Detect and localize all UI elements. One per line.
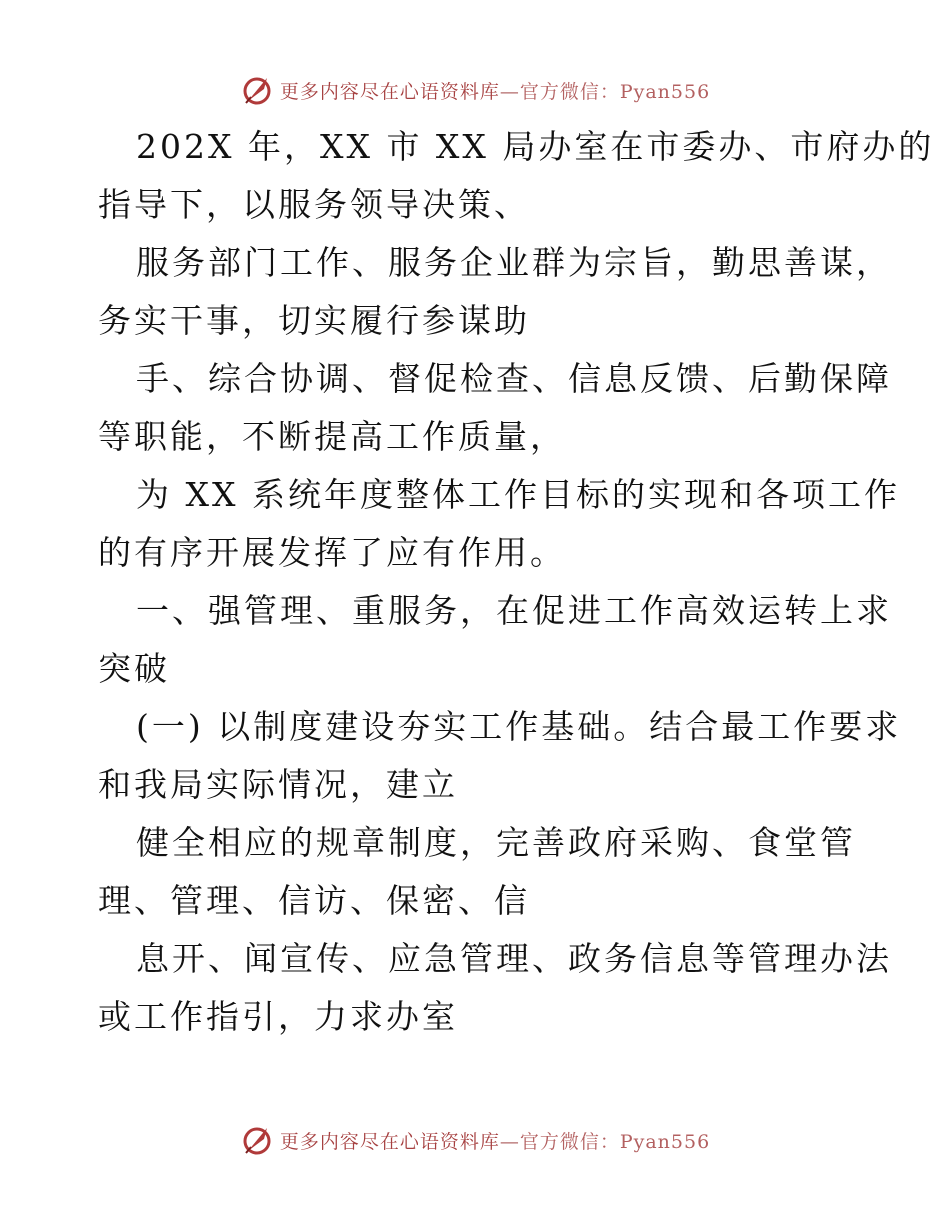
header-banner-text (280, 77, 710, 104)
header-banner (0, 70, 950, 110)
header-banner-separator: — (499, 80, 520, 103)
paragraph-line: 202X 年，XX 市 XX 局办室在市委办、市府办的 (136, 127, 935, 166)
footer-banner-main: 更多内容尽在心语资料库 (279, 1130, 500, 1153)
paragraph-line: 手、综合协调、督促检查、信息反馈、后勤保障 (136, 359, 892, 398)
quill-pen-logo-icon (240, 1123, 274, 1157)
footer-banner-text (280, 1127, 710, 1154)
section-heading-line: 一、强管理、重服务，在促进工作高效运转上求 (136, 591, 892, 630)
paragraph-line: 或工作指引，力求办室 (98, 997, 458, 1036)
document-body (98, 118, 935, 1046)
paragraph-line: 服务部门工作、服务企业群为宗旨，勤思善谋， (136, 243, 892, 282)
paragraph-line: 的有序开展发挥了应有作用。 (98, 533, 566, 572)
header-banner-main: 更多内容尽在心语资料库 (279, 80, 500, 103)
paragraph-line: 和我局实际情况，建立 (98, 765, 458, 804)
paragraph-line: 等职能，不断提高工作质量， (98, 417, 566, 456)
paragraph-line: 息开、闻宣传、应急管理、政务信息等管理办法 (136, 939, 892, 978)
footer-banner-separator: — (499, 1130, 520, 1153)
section-heading-line: 突破 (98, 649, 170, 688)
paragraph-line: 务实干事，切实履行参谋助 (98, 301, 530, 340)
paragraph-line: 指导下，以服务领导决策、 (98, 185, 530, 224)
paragraph-line: 为 XX 系统年度整体工作目标的实现和各项工作 (136, 475, 900, 514)
quill-pen-logo-icon (240, 73, 274, 107)
header-banner-wechat: 官方微信：Pyan556 (519, 80, 711, 103)
footer-banner-wechat: 官方微信：Pyan556 (519, 1130, 711, 1153)
paragraph-line: 健全相应的规章制度，完善政府采购、食堂管 (136, 823, 856, 862)
footer-banner (0, 1120, 950, 1160)
subsection-line: (一) 以制度建设夯实工作基础。结合最工作要求 (136, 707, 902, 746)
paragraph-line: 理、管理、信访、保密、信 (98, 881, 530, 920)
